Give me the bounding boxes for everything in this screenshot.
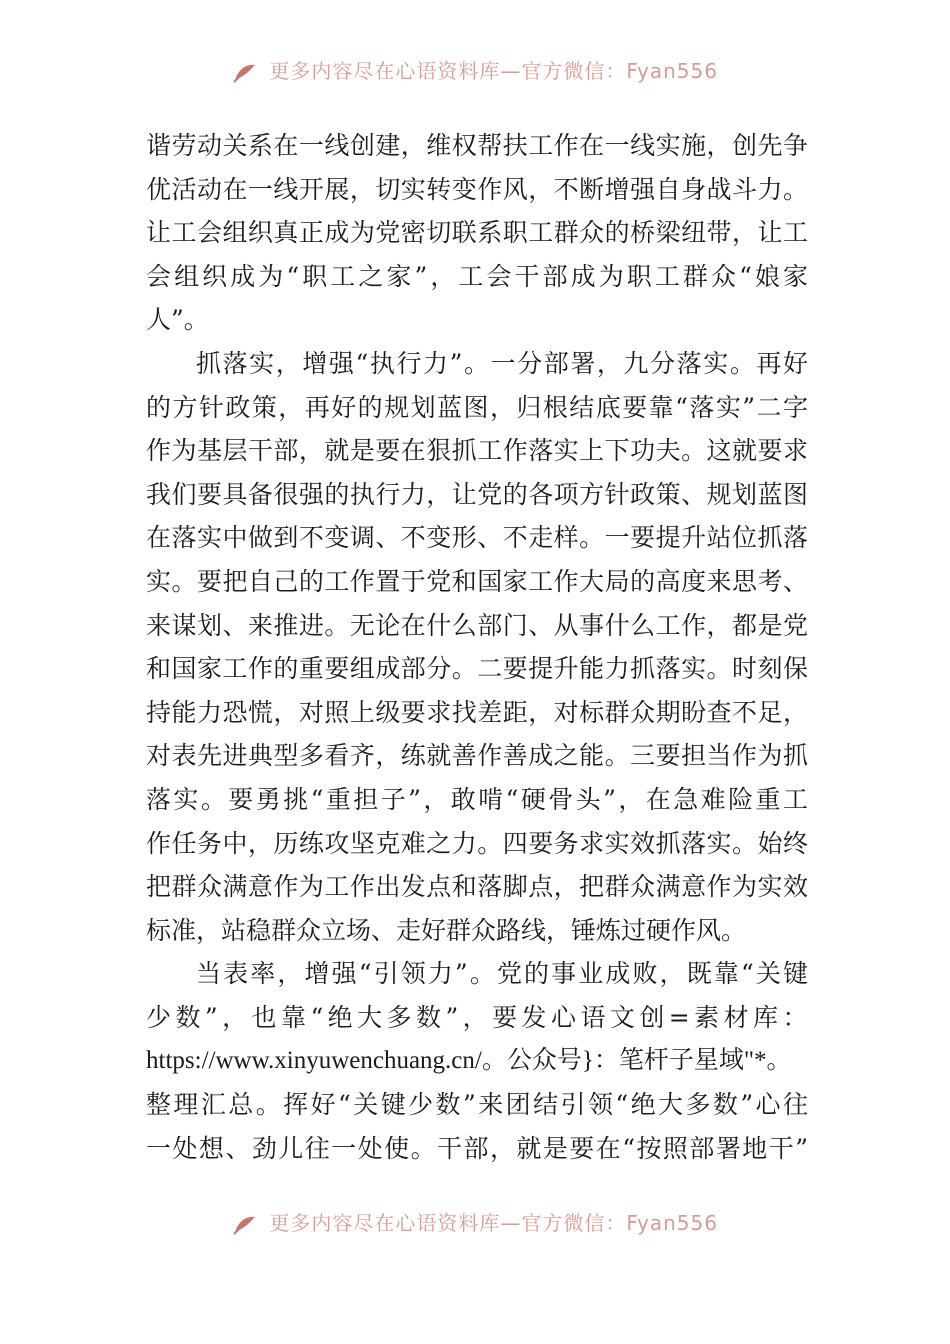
text-line: 在落实中做到不变调、不变形、不走样。一要提升站位抓落 — [146, 523, 808, 553]
text-line: 整理汇总。挥好“关键少数”来团结引领“绝大多数”心往 — [146, 1090, 808, 1120]
paragraph-start-line: 当表率，增强“引领力”。党的事业成败，既靠“关键 — [196, 959, 808, 989]
paragraph-start-line: 抓落实，增强“执行力”。一分部署，九分落实。再好 — [196, 348, 808, 378]
text-line: 落实。要勇挑“重担子”，敢啃“硬骨头”，在急难险重工 — [146, 784, 808, 814]
text-line: 会组织成为“职工之家”，工会干部成为职工群众“娘家 — [146, 261, 808, 291]
text-line: 的方针政策，再好的规划蓝图，归根结底要靠“落实”二字 — [146, 392, 808, 422]
url-line: https://www.xinyuwenchuang.cn/。公众号}：笔杆子星域"*。 — [146, 1047, 792, 1075]
text-line: 作为基层干部，就是要在狠抓工作落实上下功夫。这就要求 — [146, 436, 808, 466]
text-line: 谐劳动关系在一线创建，维权帮扶工作在一线实施，创先争 — [146, 131, 808, 160]
footer-watermark — [0, 1208, 950, 1238]
footer-watermark-text: 更多内容尽在心语资料库—官方微信：Fyan556 — [269, 1211, 718, 1235]
header-watermark-text: 更多内容尽在心语资料库—官方微信：Fyan556 — [269, 59, 718, 83]
text-line: 我们要具备很强的执行力，让党的各项方针政策、规划蓝图 — [146, 479, 808, 509]
text-line: 来谋划、来推进。无论在什么部门、从事什么工作，都是党 — [146, 610, 808, 640]
text-line: 对表先进典型多看齐，练就善作善成之能。三要担当作为抓 — [146, 741, 808, 771]
header-watermark — [0, 56, 950, 86]
text-line: 少数”，也靠“绝大多数”，要发心语文创=素材库： — [146, 1002, 808, 1032]
feather-logo-icon — [232, 1214, 258, 1236]
text-line: 优活动在一线开展，切实转变作风，不断增强自身战斗力。 — [146, 174, 808, 204]
text-line: 持能力恐慌，对照上级要求找差距，对标群众期盼查不足， — [146, 697, 808, 727]
text-line: 和国家工作的重要组成部分。二要提升能力抓落实。时刻保 — [146, 654, 808, 684]
text-line: 实。要把自己的工作置于党和国家工作大局的高度来思考、 — [146, 566, 808, 596]
text-line: 作任务中，历练攻坚克难之力。四要务求实效抓落实。始终 — [146, 828, 808, 858]
feather-logo-icon — [232, 62, 258, 84]
text-line: 让工会组织真正成为党密切联系职工群众的桥梁纽带，让工 — [146, 218, 808, 248]
text-line: 把群众满意作为工作出发点和落脚点，把群众满意作为实效 — [146, 872, 808, 902]
text-line: 人”。 — [146, 305, 209, 335]
text-line: 标准，站稳群众立场、走好群众路线，锤炼过硬作风。 — [146, 915, 747, 945]
document-body — [146, 124, 808, 1170]
text-line: 一处想、劲儿往一处使。干部，就是要在“按照部署地干” — [146, 1133, 808, 1163]
